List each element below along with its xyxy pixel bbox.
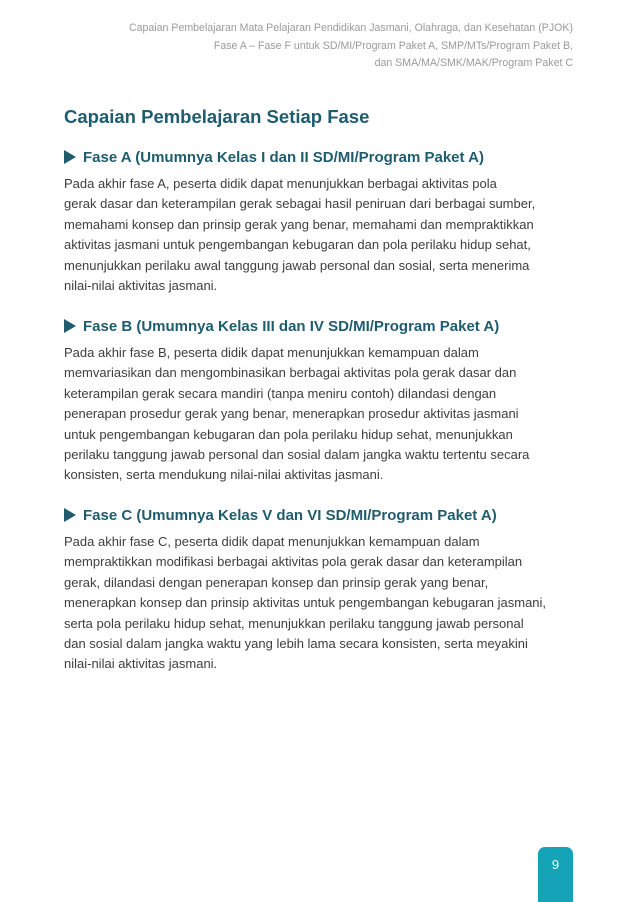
paragraph-line: nilai-nilai aktivitas jasmani. bbox=[64, 278, 218, 294]
section-heading-text: Fase C (Umumnya Kelas V dan VI SD/MI/Program Paket A) bbox=[83, 506, 497, 524]
paragraph-line: perilaku tanggung jawab personal dan sosial dalam jangka waktu tertentu secara bbox=[64, 447, 530, 463]
section-paragraph bbox=[64, 343, 574, 486]
section-paragraph bbox=[64, 174, 574, 296]
paragraph-line: menunjukkan perilaku awal tanggung jawab personal dan sosial, serta menerima bbox=[64, 257, 530, 273]
paragraph-line: gerak dasar dan keterampilan gerak sebagai hasil peniruan dari berbagai sumber, bbox=[64, 196, 536, 212]
triangle-right-icon bbox=[64, 319, 76, 333]
paragraph-line: Pada akhir fase A, peserta didik dapat menunjukkan berbagai aktivitas pola bbox=[64, 176, 497, 191]
paragraph-line: serta pola perilaku hidup sehat, menunjukkan perilaku tanggung jawab personal bbox=[64, 615, 524, 631]
triangle-right-icon bbox=[64, 150, 76, 164]
section-heading-text: Fase B (Umumnya Kelas III dan IV SD/MI/Program Paket A) bbox=[83, 317, 500, 335]
section-heading bbox=[64, 315, 574, 337]
page-number: 9 bbox=[551, 857, 560, 872]
triangle-right-icon bbox=[64, 508, 76, 522]
section-fase-a bbox=[64, 146, 574, 296]
page-number-tab bbox=[538, 847, 573, 902]
paragraph-line: mempraktikkan modifikasi berbagai aktivitas pola gerak dasar dan keterampilan bbox=[64, 554, 523, 570]
paragraph-line: menerapkan konsep dan prinsip aktivitas untuk pengembangan kebugaran jasmani, bbox=[64, 595, 547, 611]
paragraph-line: keterampilan gerak secara mandiri (tanpa meniru contoh) dilandasi dengan bbox=[64, 385, 497, 401]
section-heading bbox=[64, 504, 574, 526]
section-fase-b bbox=[64, 315, 574, 486]
paragraph-line: dan sosial dalam jangka waktu yang lebih lama secara konsisten, serta meyakini bbox=[64, 636, 528, 652]
running-header-line: dan SMA/MA/SMK/MAK/Program Paket C bbox=[374, 57, 573, 69]
paragraph-line: aktivitas jasmani untuk pengembangan kebugaran dan pola perilaku hidup sehat, bbox=[64, 237, 531, 253]
page-title: Capaian Pembelajaran Setiap Fase bbox=[64, 106, 370, 127]
paragraph-line: memahami konsep dan prinsip gerak yang benar, memahami dan mempraktikkan bbox=[64, 216, 534, 232]
running-header-line: Capaian Pembelajaran Mata Pelajaran Pendidikan Jasmani, Olahraga, dan Kesehatan (PJOK) bbox=[128, 22, 573, 34]
section-fase-c bbox=[64, 504, 574, 675]
paragraph-line: untuk pengembangan kebugaran dan pola perilaku hidup sehat, menunjukkan bbox=[64, 426, 513, 442]
paragraph-line: Pada akhir fase C, peserta didik dapat menunjukkan kemampuan dalam bbox=[64, 534, 480, 549]
paragraph-line: gerak, dilandasi dengan penerapan konsep dan prinsip gerak yang benar, bbox=[64, 574, 489, 590]
section-paragraph bbox=[64, 532, 574, 675]
paragraph-line: memvariasikan dan mengombinasikan berbagai aktivitas pola gerak dasar dan bbox=[64, 365, 517, 381]
running-header bbox=[53, 20, 573, 73]
section-heading bbox=[64, 146, 574, 168]
paragraph-line: konsisten, serta mendukung nilai-nilai aktivitas jasmani. bbox=[64, 467, 384, 483]
paragraph-line: Pada akhir fase B, peserta didik dapat menunjukkan kemampuan dalam bbox=[64, 345, 479, 360]
paragraph-line: nilai-nilai aktivitas jasmani. bbox=[64, 656, 218, 672]
running-header-line: Fase A – Fase F untuk SD/MI/Program Paket A, SMP/MTs/Program Paket B, bbox=[213, 39, 573, 52]
section-heading-text: Fase A (Umumnya Kelas I dan II SD/MI/Program Paket A) bbox=[83, 148, 484, 166]
paragraph-line: penerapan prosedur gerak yang benar, menerapkan prosedur aktivitas jasmani bbox=[64, 406, 519, 422]
